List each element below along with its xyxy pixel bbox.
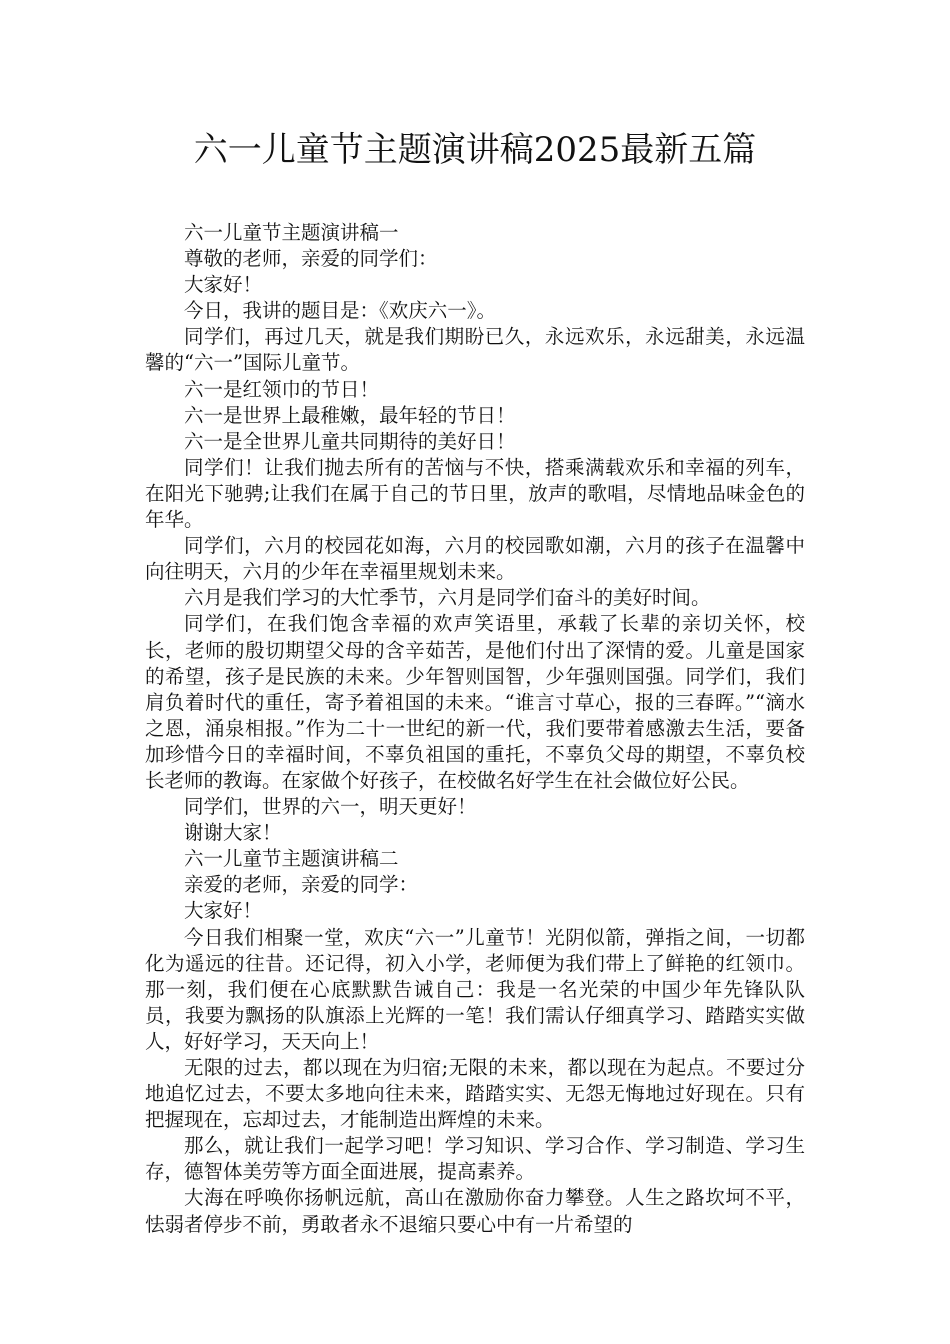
paragraph: 无限的过去，都以现在为归宿;无限的未来，都以现在为起点。不要过分地追忆过去，不要太多地向往未来，踏踏实实、无怨无悔地过好现在。只有把握现在，忘却过去，才能制造出辉煌的未来。 (145, 1056, 805, 1132)
paragraph: 谢谢大家！ (184, 821, 282, 845)
paragraph: 同学们，在我们饱含幸福的欢声笑语里，承载了长辈的亲切关怀，校长，老师的殷切期望父母的含辛茹苦，是他们付出了深情的爱。儿童是国家的希望，孩子是民族的未来。少年智则国智，少年强则国强。同学们，我们肩负着时代的重任，寄予着祖国的未来。“谁言寸草心，报的三春晖。”“滴水之恩，涌泉相报。”作为二十一世纪的新一代，我们要带着感激去生活，要备加珍惜今日的幸福时间，不辜负祖国的重托，不辜负父母的期望，不辜负校长老师的教诲。在家做个好孩子，在校做名好学生在社会做位好公民。 (145, 612, 805, 792)
document-body (145, 220, 805, 1238)
paragraph: 同学们，世界的六一，明天更好！ (184, 795, 477, 819)
paragraph: 今日，我讲的题目是：《欢庆六一》。 (184, 299, 497, 323)
salutation: 尊敬的老师，亲爱的同学们： (184, 247, 438, 271)
salutation: 亲爱的老师，亲爱的同学： (184, 873, 419, 897)
paragraph: 大海在呼唤你扬帆远航，高山在激励你奋力攀登。人生之路坎坷不平，怯弱者停步不前，勇敢者永不退缩只要心中有一片希望的 (145, 1186, 805, 1236)
paragraph: 同学们，再过几天，就是我们期盼已久，永远欢乐，永远甜美，永远温馨的“六一”国际儿童节。 (145, 325, 805, 375)
document-title: 六一儿童节主题演讲稿2025最新五篇 (193, 130, 757, 170)
greeting: 大家好！ (184, 273, 263, 297)
paragraph: 那么，就让我们一起学习吧！学习知识、学习合作、学习制造、学习生存，德智体美劳等方面全面进展，提高素养。 (145, 1134, 805, 1184)
section-heading-1: 六一儿童节主题演讲稿一 (184, 221, 399, 244)
paragraph: 六月是我们学习的大忙季节，六月是同学们奋斗的美好时间。 (184, 586, 711, 610)
section-heading-2: 六一儿童节主题演讲稿二 (184, 847, 399, 871)
paragraph: 同学们，六月的校园花如海，六月的校园歌如潮，六月的孩子在温馨中向往明天，六月的少年在幸福里规划未来。 (145, 534, 805, 584)
paragraph: 同学们！让我们抛去所有的苦恼与不快，搭乘满载欢乐和幸福的列车，在阳光下驰骋;让我们在属于自己的节日里，放声的歌唱，尽情地品味金色的年华。 (145, 455, 805, 532)
paragraph: 六一是红领巾的节日！ (184, 377, 380, 401)
paragraph: 今日我们相聚一堂，欢庆“六一”儿童节！光阴似箭，弹指之间，一切都化为遥远的往昔。还记得，初入小学，老师便为我们带上了鲜艳的红领巾。那一刻，我们便在心底默默告诫自己：我是一名光荣的中国少年先锋队队员，我要为飘扬的队旗添上光辉的一笔！我们需认仔细真学习、踏踏实实做人，好好学习，天天向上！ (145, 925, 805, 1053)
paragraph: 六一是全世界儿童共同期待的美好日！ (184, 429, 516, 453)
paragraph: 六一是世界上最稚嫩，最年轻的节日！ (184, 403, 516, 427)
greeting: 大家好！ (184, 899, 263, 923)
